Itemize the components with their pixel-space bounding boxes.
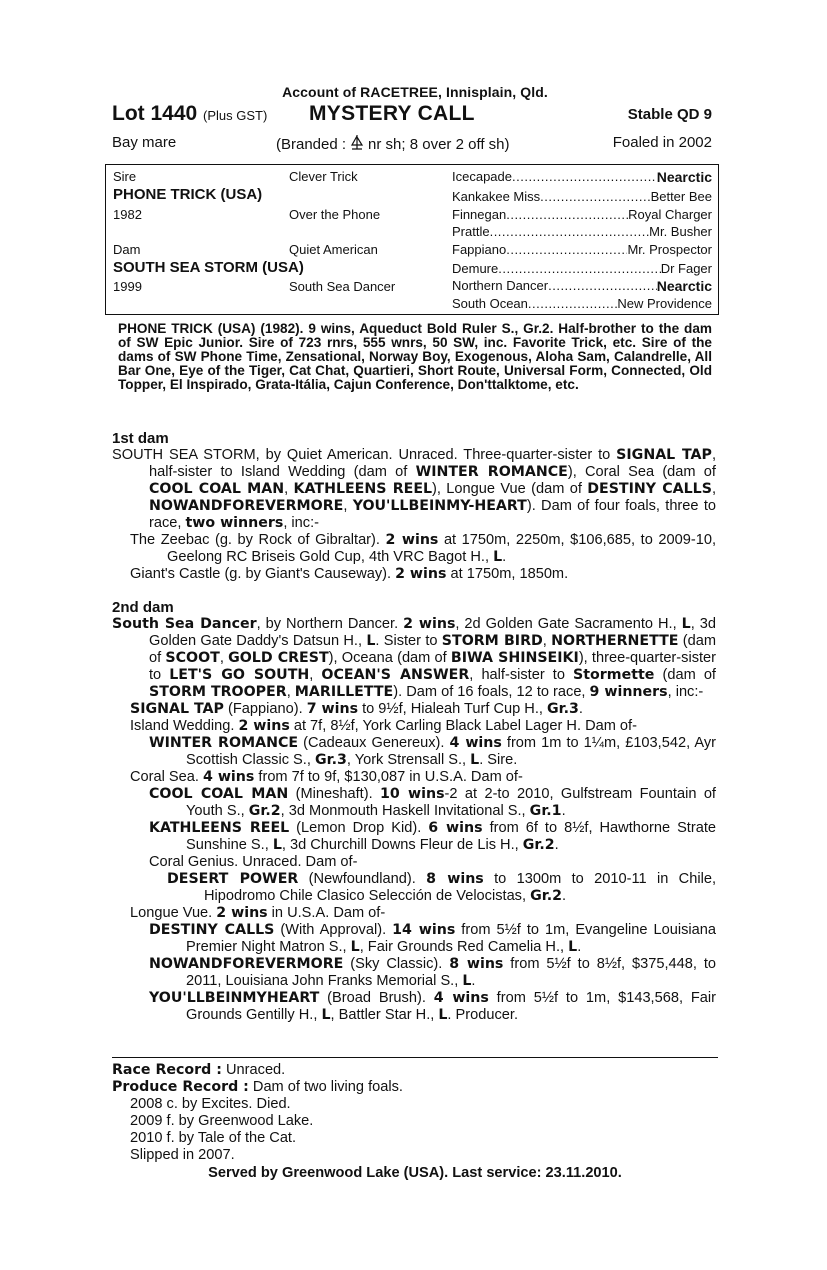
second-dam-intro: [112, 616, 716, 701]
pedigree-table: [105, 164, 719, 315]
bold-text: STORM TROOPER: [149, 684, 287, 700]
sire-dam: Over the Phone: [289, 207, 381, 222]
family-entry: [112, 786, 716, 820]
bold-text: L: [366, 633, 376, 649]
vendor-account: Account of RACETREE, Innisplain, Qld.: [282, 84, 548, 100]
sire-summary: PHONE TRICK (USA) (1982). 9 wins, Aqueduct Bold Ruler S., Gr.2. Half-brother to the dam of SW Epic Junior. Sire of 723 rnrs, 555 wnrs, 50 SW, inc. Favorite Trick, etc. Sire of the dams of SW Phone Time, Zensational, Norway Boy, Exogenous, Aloha Sam, Calandrelle, All Bar One, Eye of the Tiger, Cat Chat, Quartieri, Short Route, Universal Form, Connected, Old Topper, El Inspirado, Grata-Itália, Cajun Conference, Don'ttalktome, etc.: [118, 321, 712, 392]
text-run: from 6f to 8½f, Hawthorne Strate Sunshine S.,: [186, 820, 717, 853]
family-entry: [112, 922, 716, 956]
bold-text: MARILLETTE: [294, 684, 394, 700]
text-run: to 1300m to 2010-11 in Chile, Hipodromo Chile Clasico Selección de Velocistas,: [204, 871, 716, 904]
brand-mark-icon: [349, 134, 365, 155]
fourth-gen-row: [452, 278, 712, 294]
text-run: .: [561, 888, 567, 904]
bold-text: L: [462, 973, 472, 989]
bold-text: L: [438, 1007, 448, 1023]
bold-text: YOU'LLBEINMYHEART: [149, 990, 320, 1006]
fourth-gen-row: [452, 261, 712, 276]
sire-sire: Clever Trick: [289, 169, 358, 184]
text-run: ,: [343, 498, 353, 514]
catalogue-page: [112, 84, 718, 156]
text-run: ,: [219, 650, 229, 666]
family-entry: [112, 718, 716, 735]
text-run: from 5½f to 1m, Evangeline Louisiana Premier Night Matron S.,: [186, 922, 717, 955]
text-run: from 5½f to 8½f, $375,448, to 2011, Louisiana John Franks Memorial S.,: [186, 956, 717, 989]
family-entry: [112, 701, 716, 718]
text-run: (dam of: [654, 667, 716, 683]
produce-record-value: Dam of two living foals.: [252, 1079, 403, 1095]
fourth-gen-left: Icecapade: [452, 169, 512, 184]
bold-text: 14 wins: [392, 922, 456, 938]
bold-text: 10 wins: [380, 786, 445, 802]
bold-text: 8 wins: [426, 871, 484, 887]
fourth-gen-row: [452, 296, 712, 311]
lot-line: [112, 102, 718, 126]
text-run: ,: [309, 667, 322, 683]
fourth-gen-left: Northern Dancer: [452, 278, 549, 293]
fourth-gen-left: Finnegan: [452, 207, 507, 222]
progeny-entry: [112, 566, 716, 583]
text-run: .: [502, 549, 507, 565]
service-note: Served by Greenwood Lake (USA). Last service: 23.11.2010.: [208, 1165, 622, 1181]
bold-text: SCOOT: [165, 650, 220, 666]
text-run: . Sister to: [375, 633, 442, 649]
text-run: ,: [286, 684, 295, 700]
text-run: , by Northern Dancer.: [256, 616, 404, 632]
bold-text: South Sea Dancer: [112, 616, 257, 632]
brand-description: [276, 134, 510, 155]
family-entry: [112, 820, 716, 854]
race-record-value: Unraced.: [226, 1062, 286, 1078]
text-run: Coral Sea.: [130, 769, 204, 785]
bold-text: 9 winners: [589, 684, 668, 700]
fourth-gen-row: [452, 169, 712, 185]
lot-number: Lot 1440: [112, 102, 198, 125]
bold-text: YOU'LLBEINMY-HEART: [352, 498, 527, 514]
text-run: ,: [711, 481, 717, 497]
bold-text: L: [350, 939, 360, 955]
bold-text: 6 wins: [428, 820, 483, 836]
text-run: (dam of: [149, 633, 717, 666]
fourth-gen-right: Royal Charger: [628, 207, 712, 222]
first-dam-intro: [112, 447, 716, 532]
sire-year: 1982: [113, 207, 142, 222]
text-run: Coral Genius. Unraced. Dam of-: [149, 854, 358, 870]
produce-item: Slipped in 2007.: [130, 1147, 235, 1163]
text-run: (Fappiano).: [223, 701, 307, 717]
bold-text: 2 wins: [385, 532, 439, 548]
bold-text: L: [493, 549, 503, 565]
fourth-gen-left: Fappiano: [452, 242, 507, 257]
text-run: ), Coral Sea (dam of: [567, 464, 716, 480]
fourth-gen-left: Demure: [452, 261, 499, 276]
bold-text: 4 wins: [449, 735, 502, 751]
sire-name: PHONE TRICK (USA): [113, 186, 263, 203]
text-run: ). Dam of four foals, three to race,: [149, 498, 716, 531]
text-run: , half-sister to Island Wedding (dam of: [149, 447, 716, 480]
bold-text: GOLD CREST: [228, 650, 329, 666]
text-run: at 7f, 8½f, York Carling Black Label Lager H. Dam of-: [289, 718, 637, 734]
bold-text: KATHLEENS REEL: [293, 481, 433, 497]
fourth-gen-right: New Providence: [617, 296, 712, 311]
text-run: (Broad Brush).: [319, 990, 434, 1006]
bold-text: COOL COAL MAN: [149, 786, 289, 802]
bold-text: Stormette: [573, 667, 655, 683]
family-entry: [112, 990, 716, 1024]
text-run: . Sire.: [479, 752, 518, 768]
text-run: .: [578, 701, 583, 717]
fourth-gen-row: [452, 224, 712, 239]
bold-text: DESTINY CALLS: [149, 922, 275, 938]
bold-text: Gr.2: [248, 803, 281, 819]
bold-text: DESERT POWER: [167, 871, 299, 887]
bold-text: two winners: [185, 515, 284, 531]
bold-text: OCEAN'S ANSWER: [321, 667, 470, 683]
produce-record-label: Produce Record :: [112, 1079, 249, 1095]
text-run: from 7f to 9f, $130,087 in U.S.A. Dam of-: [254, 769, 523, 785]
bold-text: 4 wins: [433, 990, 489, 1006]
brand-prefix: (Branded :: [276, 136, 347, 153]
brand-suffix: nr sh; 8 over 2 off sh): [368, 136, 510, 153]
text-run: Longue Vue.: [130, 905, 217, 921]
race-record: [112, 1062, 718, 1079]
second-dam-heading: 2nd dam: [112, 599, 174, 616]
bold-text: NOWANDFOREVERMORE: [149, 956, 344, 972]
text-run: ), Oceana (dam of: [328, 650, 451, 666]
bold-text: BIWA SHINSEIKI: [450, 650, 579, 666]
bold-text: L: [568, 939, 578, 955]
text-run: , inc:-: [667, 684, 704, 700]
text-run: -2 at 2-to 2010, Gulfstream Fountain of Youth S.,: [186, 786, 716, 819]
dam-dam: South Sea Dancer: [289, 279, 396, 294]
produce-record: [112, 1079, 718, 1096]
text-run: .: [561, 803, 566, 819]
text-run: (Mineshaft).: [288, 786, 381, 802]
bold-text: COOL COAL MAN: [149, 481, 285, 497]
dam-name: SOUTH SEA STORM (USA): [113, 259, 304, 276]
family-entry: [112, 956, 716, 990]
horse-sex: Bay mare: [112, 134, 177, 151]
fourth-gen-right: Mr. Busher: [649, 224, 712, 239]
plus-gst: (Plus GST): [203, 108, 268, 123]
text-run: from 5½f to 1m, $143,568, Fair Grounds Gentilly H.,: [186, 990, 716, 1023]
bold-text: 2 wins: [403, 616, 456, 632]
text-run: at 1750m, 2250m, $106,685, to 2009-10, Geelong RC Briseis Gold Cup, 4th VRC Bagot H.,: [167, 532, 717, 565]
race-record-label: Race Record :: [112, 1062, 222, 1078]
text-run: , 3d Golden Gate Daddy's Datsun H.,: [149, 616, 716, 649]
fourth-gen-left: Prattle: [452, 224, 490, 239]
text-run: .: [577, 939, 582, 955]
text-run: , 2d Golden Gate Sacramento H.,: [455, 616, 682, 632]
text-run: , 3d Churchill Downs Fleur de Lis H.,: [281, 837, 523, 853]
bold-text: 2 wins: [216, 905, 268, 921]
fourth-gen-right: Mr. Prospector: [627, 242, 712, 257]
fourth-gen-right: Nearctic: [656, 278, 712, 294]
bold-text: STORM BIRD: [441, 633, 543, 649]
family-entry: [112, 905, 716, 922]
text-run: , Fair Grounds Red Camelia H.,: [359, 939, 569, 955]
text-run: , Battler Star H.,: [330, 1007, 439, 1023]
text-run: , inc:-: [283, 515, 319, 531]
bold-text: Gr.3: [547, 701, 579, 717]
fourth-gen-row: [452, 189, 712, 204]
second-dam-section: [112, 599, 716, 1024]
progeny-entry: [112, 532, 716, 566]
text-run: ,: [542, 633, 552, 649]
fourth-gen-right: Dr Fager: [660, 261, 712, 276]
bold-text: Gr.3: [314, 752, 347, 768]
family-entry: [112, 735, 716, 769]
text-run: .: [471, 973, 476, 989]
first-dam-progeny: [112, 532, 716, 583]
fourth-gen-row: [452, 207, 712, 222]
records-section: [112, 1062, 718, 1182]
bold-text: L: [470, 752, 480, 768]
dam-year: 1999: [113, 279, 142, 294]
text-run: ). Dam of 16 foals, 12 to race,: [393, 684, 590, 700]
text-run: at 1750m, 1850m.: [446, 566, 569, 582]
text-run: from 1m to 1¼m, £103,542, Ayr Scottish Classic S.,: [186, 735, 716, 768]
bold-text: LET'S GO SOUTH: [169, 667, 310, 683]
bold-text: Gr.2: [530, 888, 562, 904]
fourth-gen-right: Better Bee: [650, 189, 712, 204]
text-run: ,: [284, 481, 294, 497]
first-dam-heading: 1st dam: [112, 430, 169, 447]
fourth-gen-left: Kankakee Miss: [452, 189, 541, 204]
dam-label: Dam: [113, 242, 141, 257]
family-entry: [112, 769, 716, 786]
produce-item: 2009 f. by Greenwood Lake.: [130, 1113, 314, 1129]
text-run: to 9½f, Hialeah Turf Cup H.,: [358, 701, 548, 717]
fourth-gen-left: South Ocean: [452, 296, 528, 311]
horse-name: MYSTERY CALL: [309, 102, 475, 125]
text-run: (With Approval).: [274, 922, 393, 938]
family-entry: [112, 871, 716, 905]
text-run: SOUTH SEA STORM, by Quiet American. Unraced. Three-quarter-sister to: [112, 447, 617, 463]
text-run: Giant's Castle (g. by Giant's Causeway).: [130, 566, 396, 582]
bold-text: 2 wins: [238, 718, 290, 734]
section-divider: [112, 1057, 718, 1058]
text-run: ), Longue Vue (dam of: [432, 481, 588, 497]
text-run: The Zeebac (g. by Rock of Gibraltar).: [130, 532, 386, 548]
lot-number-group: [112, 102, 267, 126]
bold-text: L: [681, 616, 691, 632]
bold-text: 7 wins: [306, 701, 359, 717]
bold-text: KATHLEENS REEL: [149, 820, 290, 836]
bold-text: 4 wins: [203, 769, 255, 785]
text-run: .: [554, 837, 559, 853]
first-dam-section: [112, 430, 716, 583]
bold-text: DESTINY CALLS: [587, 481, 712, 497]
text-run: , York Strensall S.,: [346, 752, 471, 768]
bold-text: SIGNAL TAP: [616, 447, 712, 463]
bold-text: WINTER ROMANCE: [149, 735, 299, 751]
text-run: (Cadeaux Genereux).: [298, 735, 450, 751]
stable-code: Stable QD 9: [627, 106, 712, 123]
sire-label: Sire: [113, 169, 137, 184]
bold-text: WINTER ROMANCE: [415, 464, 568, 480]
bold-text: SIGNAL TAP: [130, 701, 224, 717]
foaled-year: Foaled in 2002: [612, 134, 712, 151]
text-run: , 3d Monmouth Haskell Invitational S.,: [280, 803, 530, 819]
bold-text: NOWANDFOREVERMORE: [149, 498, 344, 514]
text-run: (Sky Classic).: [343, 956, 450, 972]
bold-text: Gr.2: [522, 837, 555, 853]
text-run: (Newfoundland).: [298, 871, 427, 887]
text-run: , half-sister to: [469, 667, 574, 683]
text-run: (Lemon Drop Kid).: [289, 820, 429, 836]
bold-text: 2 wins: [395, 566, 447, 582]
text-run: . Producer.: [447, 1007, 518, 1023]
bold-text: L: [321, 1007, 331, 1023]
produce-item: 2008 c. by Excites. Died.: [130, 1096, 291, 1112]
bold-text: 8 wins: [449, 956, 504, 972]
fourth-gen-row: [452, 242, 712, 257]
dam-sire: Quiet American: [289, 242, 378, 257]
text-run: in U.S.A. Dam of-: [267, 905, 386, 921]
bold-text: Gr.1: [529, 803, 562, 819]
text-run: Island Wedding.: [130, 718, 239, 734]
bold-text: NORTHERNETTE: [551, 633, 679, 649]
second-dam-entries: [112, 701, 716, 1024]
produce-item: 2010 f. by Tale of the Cat.: [130, 1130, 297, 1146]
family-entry: [112, 854, 716, 871]
fourth-gen-right: Nearctic: [656, 169, 712, 185]
bold-text: L: [272, 837, 282, 853]
text-run: ), three-quarter-sister to: [149, 650, 717, 683]
description-line: [112, 134, 718, 156]
